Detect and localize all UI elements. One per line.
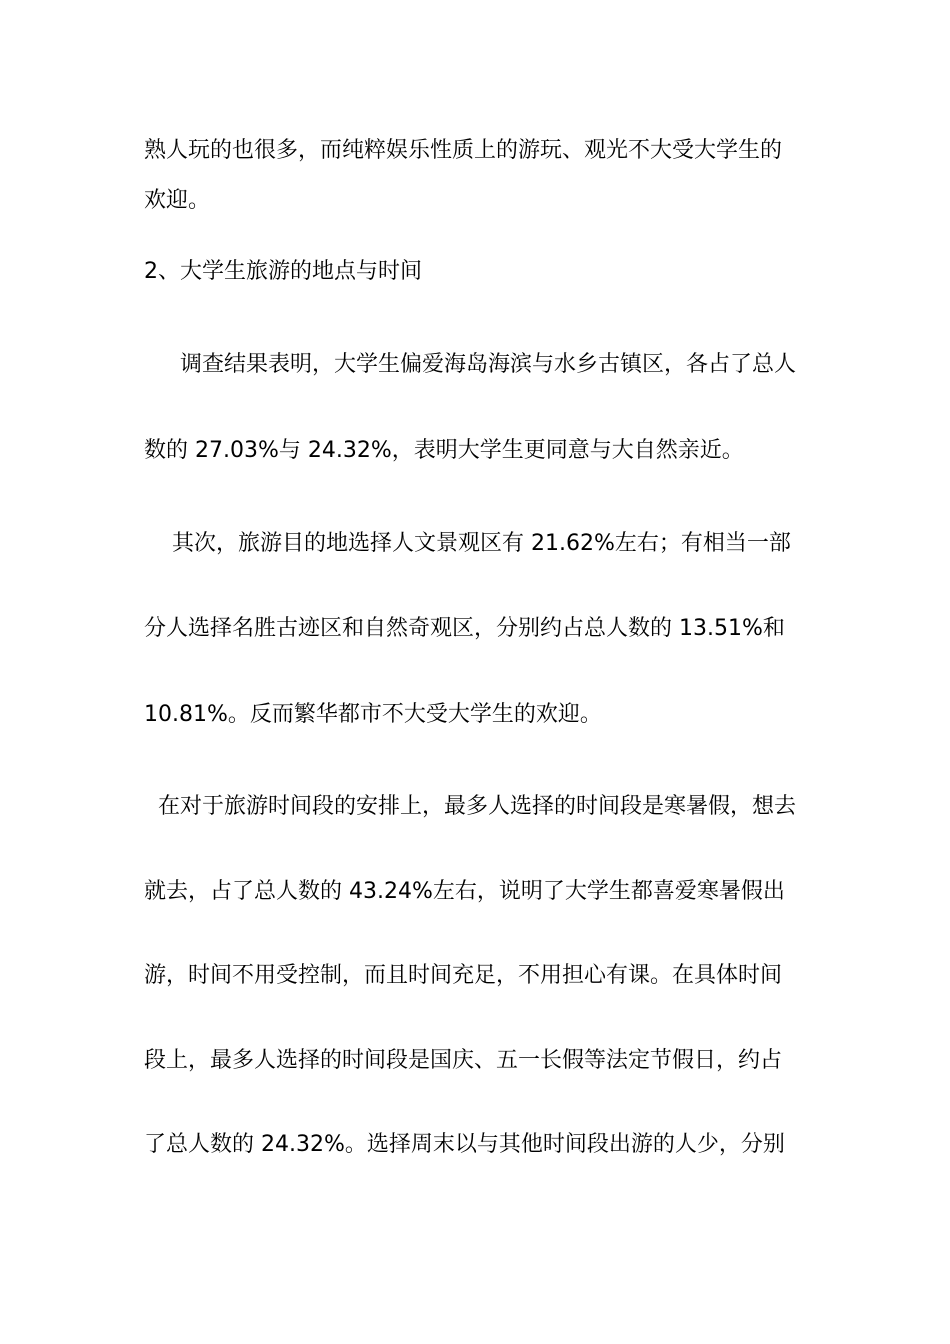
paragraph-line: 数的 27.03%与 24.32%，表明大学生更同意与大自然亲近。 bbox=[144, 438, 744, 463]
section-heading: 2、大学生旅游的地点与时间 bbox=[144, 259, 422, 284]
paragraph-line: 熟人玩的也很多，而纯粹娱乐性质上的游玩、观光不大受大学生的 bbox=[144, 138, 783, 163]
paragraph-line: 调查结果表明，大学生偏爱海岛海滨与水乡古镇区，各占了总人 bbox=[180, 352, 797, 377]
paragraph-line: 在对于旅游时间段的安排上，最多人选择的时间段是寒暑假，想去 bbox=[158, 794, 797, 819]
paragraph-line: 就去，占了总人数的 43.24%左右，说明了大学生都喜爱寒暑假出 bbox=[144, 879, 785, 904]
paragraph-line: 其次，旅游目的地选择人文景观区有 21.62%左右；有相当一部 bbox=[172, 531, 791, 556]
paragraph-line: 欢迎。 bbox=[144, 188, 211, 213]
paragraph-line: 10.81%。反而繁华都市不大受大学生的欢迎。 bbox=[144, 702, 602, 727]
paragraph-line: 了总人数的 24.32%。选择周末以与其他时间段出游的人少，分别 bbox=[144, 1132, 785, 1157]
paragraph-line: 游，时间不用受控制，而且时间充足，不用担心有课。在具体时间 bbox=[144, 963, 783, 988]
paragraph-line: 分人选择名胜古迹区和自然奇观区，分别约占总人数的 13.51%和 bbox=[144, 616, 785, 641]
paragraph-line: 段上，最多人选择的时间段是国庆、五一长假等法定节假日，约占 bbox=[144, 1048, 783, 1073]
